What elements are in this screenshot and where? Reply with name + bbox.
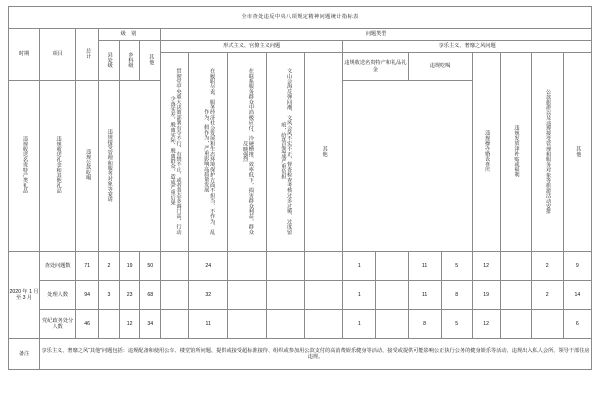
cell-hedonism-6 [500,310,531,339]
cell-level-other: 68 [140,281,161,310]
col-header-item: 项目 [40,29,76,81]
cell-hedonism-other: 14 [563,281,591,310]
cell-hedonism-3: 11 [408,252,441,281]
header-row-groups [9,29,592,41]
cell-hedonism-1: 1 [343,252,376,281]
cell-formalism-1 [161,252,189,281]
cell-formalism-2: 24 [189,252,228,281]
table-row [9,252,592,281]
cell-level-township: 12 [119,310,140,339]
cell-formalism-4 [266,281,304,310]
cell-hedonism-4: 8 [441,281,472,310]
cell-formalism-4 [266,310,304,339]
col-header-hedonism-specialty-gifts: 违规收送名贵特产类礼品 [9,81,40,252]
cell-hedonism-7: 2 [531,252,563,281]
col-header-level-other: 其他 [140,41,161,81]
table-row [9,310,592,339]
row-label-penalties: 党纪政务处分人数 [40,310,76,339]
cell-hedonism-2 [376,281,408,310]
col-header-formalism-4: 文山会海反弹回潮、文风会风不实不正，督查检查考核过多过频、过度留痕，给基层造成严重负担 [266,53,304,252]
cell-level-other: 34 [140,310,161,339]
note-text: 享乐主义、奢靡之风“其他”问题包括：违规配备和使用公车、楼堂馆所问题、提供或接受超标准接待、组织或参加用公款支付的高消费娱乐健身等活动、接受或提供可能影响公正执行公务的健身娱乐等活动、违规出入私人会所、领导干部住房违规。 [40,339,592,370]
note-label: 备注 [9,339,40,370]
cell-formalism-4 [266,252,304,281]
note-row [9,339,592,370]
cell-hedonism-1: 1 [343,310,376,339]
cell-formalism-3 [228,281,266,310]
title-row [9,7,592,29]
col-header-hedonism-other: 其他 [563,53,591,252]
col-header-level-township: 乡科级 [119,41,140,81]
cell-formalism-other [305,281,343,310]
col-header-hedonism-weddings: 违规操办婚丧喜庆 [472,53,500,252]
cell-hedonism-2 [376,252,408,281]
col-group-level: 级 别 [99,29,161,41]
col-group-hedonism: 享乐主义、奢靡之风问题 [343,41,592,53]
col-header-hedonism-public-funds-dining: 违规公款吃喝 [76,81,99,252]
cell-formalism-2: 11 [189,310,228,339]
cell-formalism-3 [228,310,266,339]
col-header-formalism-1: 贯彻党中央重大决策部署有令不行、有禁不止，或者表态多调门高、行动少落实差，脱离实际、脱离群众，造成严重后果 [161,53,189,252]
col-header-formalism-3: 在联系服务群众中消极应付、冷硬横推、效率低下，损害群众利益，群众反映强烈 [228,53,266,252]
cell-period: 2020 年 1 月至 3 月 [9,252,40,339]
cell-level-township: 19 [119,252,140,281]
col-header-level-county: 县处级 [99,41,120,81]
cell-total: 71 [76,252,99,281]
row-label-persons: 处理人数 [40,281,76,310]
cell-formalism-1 [161,281,189,310]
col-header-period: 时期 [9,29,40,81]
cell-formalism-1 [161,310,189,339]
col-header-total: 总计 [76,29,99,81]
row-label-cases: 查处问题数 [40,252,76,281]
statistics-table [8,6,592,370]
cell-hedonism-5: 12 [472,252,500,281]
cell-hedonism-5: 12 [472,310,500,339]
col-header-hedonism-travel: 公款旅游以及违规接受管理和服务对象等旅游活动安排 [531,53,563,252]
cell-hedonism-5: 19 [472,281,500,310]
col-group-problem-type: 问题类型 [161,29,592,41]
cell-hedonism-2 [376,310,408,339]
page-title: 全市查处违反中央八项规定精神问题统计指标表 [9,7,592,29]
col-header-formalism-2: 在履职尽责、服务经济社会发展和生态环境保护方面不担当、不作为、乱作为、假作为，严重影响高质量发展 [189,53,228,252]
cell-hedonism-6 [500,252,531,281]
col-header-hedonism-cash-gifts: 违规收送礼金和其他礼品 [40,81,76,252]
cell-level-county: 2 [99,252,120,281]
cell-total: 46 [76,310,99,339]
col-subgroup-gifts: 违规收送名贵特产和礼品礼金 [343,53,408,81]
cell-formalism-other [305,310,343,339]
cell-formalism-other [305,252,343,281]
col-header-formalism-other: 其他 [305,53,343,252]
cell-hedonism-3: 11 [408,281,441,310]
cell-level-other: 50 [140,252,161,281]
cell-formalism-2: 32 [189,281,228,310]
col-header-hedonism-accept-banquets: 违规接受管理和服务对象等宴请 [99,81,120,252]
cell-hedonism-other: 6 [563,310,591,339]
cell-formalism-3 [228,252,266,281]
cell-level-township: 23 [119,281,140,310]
col-group-formalism: 形式主义、官僚主义问题 [161,41,343,53]
cell-hedonism-1: 1 [343,281,376,310]
cell-hedonism-6 [500,281,531,310]
cell-hedonism-4: 5 [441,252,472,281]
col-header-hedonism-allowances: 违规发放津补贴或福利 [500,53,531,252]
cell-total: 94 [76,281,99,310]
table-row [9,281,592,310]
cell-level-county: 3 [99,281,120,310]
col-subgroup-banquet: 违规吃喝 [408,53,472,81]
cell-hedonism-4: 5 [441,310,472,339]
cell-level-county [99,310,120,339]
cell-hedonism-other: 9 [563,252,591,281]
cell-hedonism-7 [531,310,563,339]
cell-hedonism-3: 8 [408,310,441,339]
cell-hedonism-7: 2 [531,281,563,310]
